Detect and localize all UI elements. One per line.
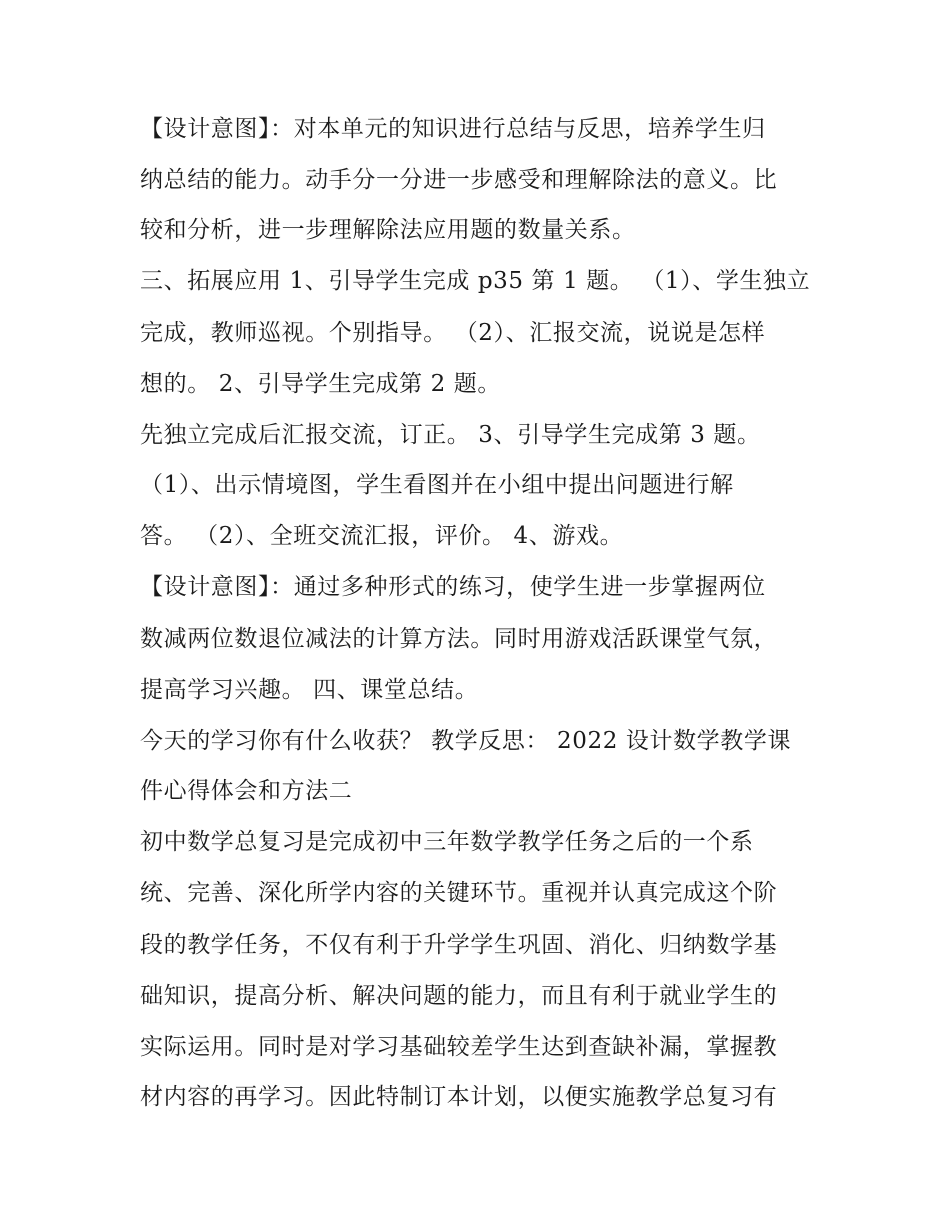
text-line: 提高学习兴趣。 四、课堂总结。 bbox=[140, 677, 479, 703]
text-line: 件心得体会和方法二 bbox=[140, 778, 353, 804]
text-line: 【设计意图】：通过多种形式的练习，使学生进一步掌握两位 bbox=[140, 574, 766, 600]
text-line: 【设计意图】：对本单元的知识进行总结与反思，培养学生归 bbox=[140, 116, 766, 142]
text-line: 础知识，提高分析、解决问题的能力，而且有利于就业学生的 bbox=[140, 983, 778, 1009]
text-line: 材内容的再学习。因此特制订本计划，以便实施教学总复习有 bbox=[140, 1084, 778, 1110]
text-line: 想的。 2、引导学生完成第 2 题。 bbox=[140, 371, 501, 397]
text-line: 今天的学习你有什么收获？ 教学反思： 2022 设计数学教学课 bbox=[140, 728, 792, 754]
text-line: 先独立完成后汇报交流，订正。 3、引导学生完成第 3 题。 bbox=[140, 422, 761, 448]
text-line: 统、完善、深化所学内容的关键环节。重视并认真完成这个阶 bbox=[140, 880, 778, 906]
text-line: 初中数学总复习是完成初中三年数学教学任务之后的一个系 bbox=[140, 829, 754, 855]
text-line: 实际运用。同时是对学习基础较差学生达到查缺补漏，掌握教 bbox=[140, 1034, 778, 1060]
text-line: 数减两位数退位减法的计算方法。同时用游戏活跃课堂气氛， bbox=[140, 626, 778, 652]
text-line: 较和分析，进一步理解除法应用题的数量关系。 bbox=[140, 217, 636, 243]
text-line: 段的教学任务，不仅有利于升学学生巩固、消化、归纳数学基 bbox=[140, 932, 778, 958]
text-line: 答。 （2）、全班交流汇报，评价。 4、游戏。 bbox=[140, 523, 624, 549]
text-line: 三、拓展应用 1、引导学生完成 p35 第 1 题。 （1）、学生独立 bbox=[140, 268, 811, 294]
text-line: 完成，教师巡视。个别指导。 （2）、汇报交流，说说是怎样 bbox=[140, 320, 766, 346]
text-line: 纳总结的能力。动手分一分进一步感受和理解除法的意义。比 bbox=[140, 167, 778, 193]
text-line: （1）、出示情境图，学生看图并在小组中提出问题进行解 bbox=[140, 472, 734, 498]
